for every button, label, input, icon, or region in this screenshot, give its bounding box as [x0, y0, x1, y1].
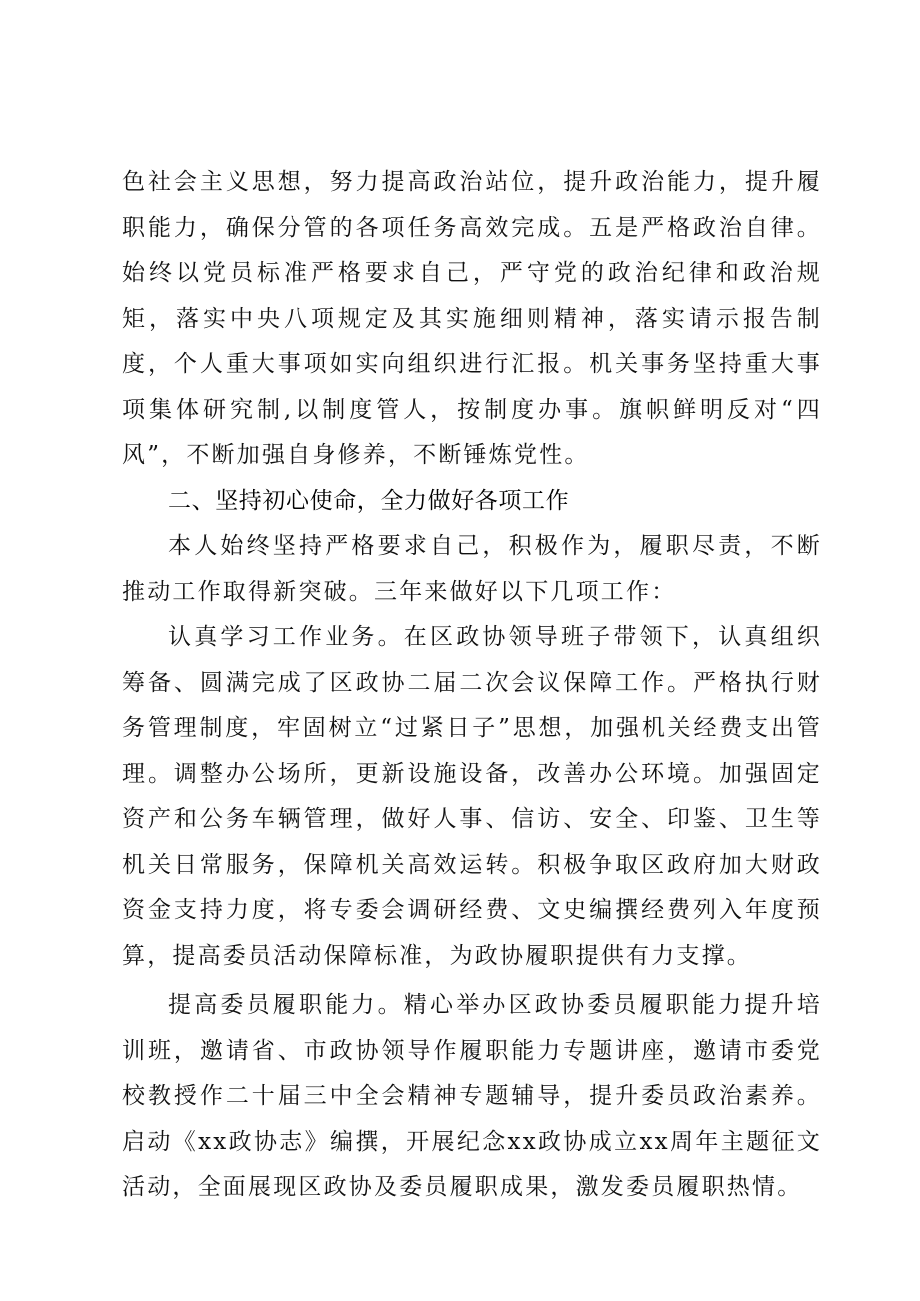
capacity-paragraph: 提高委员履职能力。精心举办区政协委员履职能力提升培训班，邀请省、市政协领导作履职能力专题讲座，邀请市委党校教授作二十届三中全会精神专题辅导，提升委员政治素养。启动《xx政协志》编撰，开展纪念xx政协成立xx周年主题征文活动，全面展现区政协及委员履职成果，激发委员履职热情。	[122, 992, 822, 1200]
continuation-paragraph: 色社会主义思想，努力提高政治站位，提升政治能力，提升履职能力，确保分管的各项任务高效完成。五是严格政治自律。始终以党员标准严格要求自己，严守党的政治纪律和政治规矩，落实中央八项规定及其实施细则精神，落实请示报告制度，个人重大事项如实向组织进行汇报。机关事务坚持重大事项集体研究制,以制度管人，按制度办事。旗帜鲜明反对“四风”，不断加强自身修养，不断锤炼党性。	[122, 169, 822, 468]
work-paragraph: 认真学习工作业务。在区政协领导班子带领下，认真组织筹备、圆满完成了区政协二届二次会议保障工作。严格执行财务管理制度，牢固树立“过紧日子”思想，加强机关经费支出管理。调整办公场所，更新设施设备，改善办公环境。加强固定资产和公务车辆管理，做好人事、信访、安全、印鉴、卫生等机关日常服务，保障机关高效运转。积极争取区政府加大财政资金支持力度，将专委会调研经费、文史编撰经费列入年度预算，提高委员活动保障标准，为政协履职提供有力支撑。	[122, 624, 822, 969]
section-heading: 二、坚持初心使命，全力做好各项工作	[168, 487, 570, 514]
intro-paragraph: 本人始终坚持严格要求自己，积极作为，履职尽责，不断推动工作取得新突破。三年来做好以下几项工作：	[122, 533, 822, 605]
document-body	[122, 160, 822, 1211]
